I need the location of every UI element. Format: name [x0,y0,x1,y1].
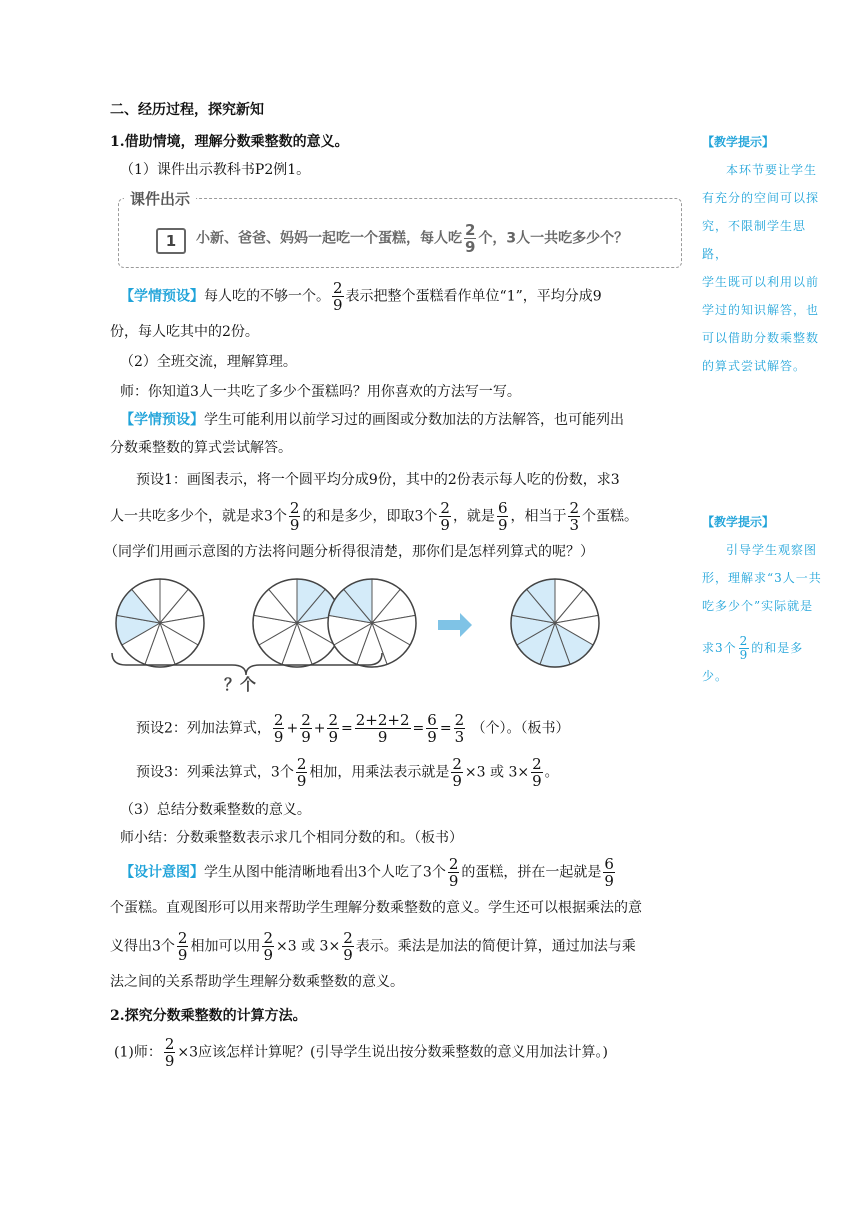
fraction-sum: $\frac{2+2+2}{9}$ [355,711,410,746]
example-number-badge: 1 [156,228,186,254]
paragraph-2-line-2: 分数乘整数的算式尝试解答。 [110,440,292,456]
preset-1-line-1: 预设1：画图表示，将一个圆平均分成9份，其中的2份表示每人吃的份数，求3 [136,472,620,488]
fraction-2-9: $\frac{2}{9}$ [177,929,188,964]
paragraph-1-line-1: 【学情预设】每人吃的不够一个。 $\frac{2}{9}$ 表示把整个蛋糕看作单位“1”，平均分成9 [120,279,602,314]
example-problem-text [196,222,628,255]
fraction-2-9: $\frac{2}{9}$ [273,711,284,746]
fraction-6-9: $\frac{6}{9}$ [497,499,508,534]
side-note-2 [702,508,828,690]
subsection-2-title: 2.探究分数乘整数的计算方法。 [110,1008,307,1024]
side-note-1-line: 的算式尝试解答。 [702,359,807,373]
fraction-2-9: $\frac{2}{9}$ [448,855,459,890]
side-note-2-line: 吃多少个”实际就是 [702,599,814,613]
design-line-3: 义得出3个 $\frac{2}{9}$ 相加可以用 $\frac{2}{9}$ ×3 或 3× $\frac{2}{9}$ 表示。乘法是加法的简便计算，通过加法与乘 [110,929,636,964]
design-line-1: 【设计意图】学生从图中能清晰地看出3个人吃了3个 $\frac{2}{9}$ 的蛋糕，拼在一起就是 $\frac{6}{9}$ [120,855,614,890]
fraction-2-9: $\frac{2}{9}$ [343,929,353,964]
fraction-2-9: $\frac{2}{9}$ [164,1035,175,1070]
cake-pie [328,579,416,667]
side-note-2-line: 引导学生观察图 [726,543,818,557]
side-note-1-line: 可以借助分数乘整数 [702,331,820,345]
figure-label: ？个 [223,675,257,694]
side-note-1-line: 本环节要让学生 [726,163,818,177]
side-note-2-line: 形，理解求“3人一共 [702,571,822,585]
side-note-1-title: 【教学提示】 [702,135,775,149]
fraction-2-9: $\frac{2}{9}$ [289,499,300,534]
preset-1-line-2: 人一共吃多少个，就是求3个 $\frac{2}{9}$ 的和是多少，即取3个 $\frac{2}{9}$ ，就是 $\frac{6}{9}$ ，相当于 $\frac{2}{3}$ 个蛋糕。 [110,499,639,534]
side-note-1-line: 学过的知识解答，也 [702,303,820,317]
teacher-summary: 师小结：分数乘整数表示求几个相同分数的和。（板书） [120,830,463,846]
fraction-2-3: $\frac{2}{3}$ [569,499,580,534]
step-1: （1）课件出示教科书P2例1。 [120,162,311,178]
side-note-1 [702,128,828,380]
teacher-question: 师：你知道3人一共吃了多少个蛋糕吗？用你喜欢的方法写一写。 [120,384,521,400]
fraction-2-9: $\frac{2}{9}$ [532,755,542,790]
fraction-6-9: $\frac{6}{9}$ [604,855,614,890]
fraction-2-9: $\frac{2}{9}$ [333,279,343,314]
side-note-2-title: 【教学提示】 [702,515,775,529]
side-note-1-line: 有充分的空间可以探 [702,191,820,205]
example-text-a: 小新、爸爸、妈妈一起吃一个蛋糕，每人吃 [196,230,462,247]
example-text-b: 个，3人一共吃多少个？ [478,230,629,247]
cake-division-figure [100,575,620,700]
fraction-6-9: $\frac{6}{9}$ [427,711,437,746]
fraction-2-9: $\frac{2}{9}$ [328,711,339,746]
step-3: （3）总结分数乘整数的意义。 [120,802,311,818]
cake-pie [116,579,204,667]
design-line-2: 个蛋糕。直观图形可以用来帮助学生理解分数乘整数的意义。学生还可以根据乘法的意 [110,900,642,916]
preset-2: 预设2：列加法算式， $\frac{2}{9}$ + $\frac{2}{9}$ + $\frac{2}{9}$ = $\frac{2+2+2}{9}$ = $\frac{6}{9}$ = $\frac{2}{3}$ （个）。（板书） [136,711,570,746]
tag-sheji: 【设计意图】 [120,864,204,881]
side-note-2-line: 求3个 $\frac{2}{9}$ 的和是多少。 [702,634,804,683]
courseware-tag: 课件出示 [124,188,196,209]
arrow-icon [438,613,472,637]
preset-3: 预设3：列乘法算式，3个 $\frac{2}{9}$ 相加，用乘法表示就是 $\frac{2}{9}$ ×3 或 3× $\frac{2}{9}$ 。 [136,755,559,790]
tag-xueqing: 【学情预设】 [120,412,204,428]
preset-1-line-3: （同学们用画示意图的方法将问题分析得很清楚，那你们是怎样列算式的呢？） [104,544,594,560]
combined-cake-pie [511,579,599,667]
section-title: 二、经历过程，探究新知 [110,102,264,118]
fraction-2-9: $\frac{2}{9}$ [263,929,274,964]
side-note-1-line: 学生既可以利用以前 [702,275,820,289]
fraction-2-9: $\frac{2}{9}$ [296,755,307,790]
tag-xueqing: 【学情预设】 [120,288,204,305]
design-line-4: 法之间的关系帮助学生理解分数乘整数的意义。 [110,974,404,990]
fraction-2-9: $\frac{2}{9}$ [452,755,462,790]
fraction-2-9: $\frac{2}{9}$ [739,634,749,662]
step-2: （2）全班交流，理解算理。 [120,354,297,370]
fraction-2-3: $\frac{2}{3}$ [454,711,465,746]
paragraph-2-line-1: 【学情预设】学生可能利用以前学习过的画图或分数加法的方法解答，也可能列出 [120,412,624,428]
subsection-1-title: 1.借助情境，理解分数乘整数的意义。 [110,134,349,150]
side-note-1-line: 究，不限制学生思路， [702,219,807,261]
fraction-2-9: $\frac{2}{9}$ [465,221,476,256]
fraction-2-9: $\frac{2}{9}$ [301,711,311,746]
step-4: (1)师： $\frac{2}{9}$ ×3应该怎样计算呢？(引导学生说出按分数乘整数的意义用加法计算。) [114,1035,608,1070]
paragraph-1-line-2: 份，每人吃其中的2份。 [110,324,259,340]
fraction-2-9: $\frac{2}{9}$ [440,499,450,534]
